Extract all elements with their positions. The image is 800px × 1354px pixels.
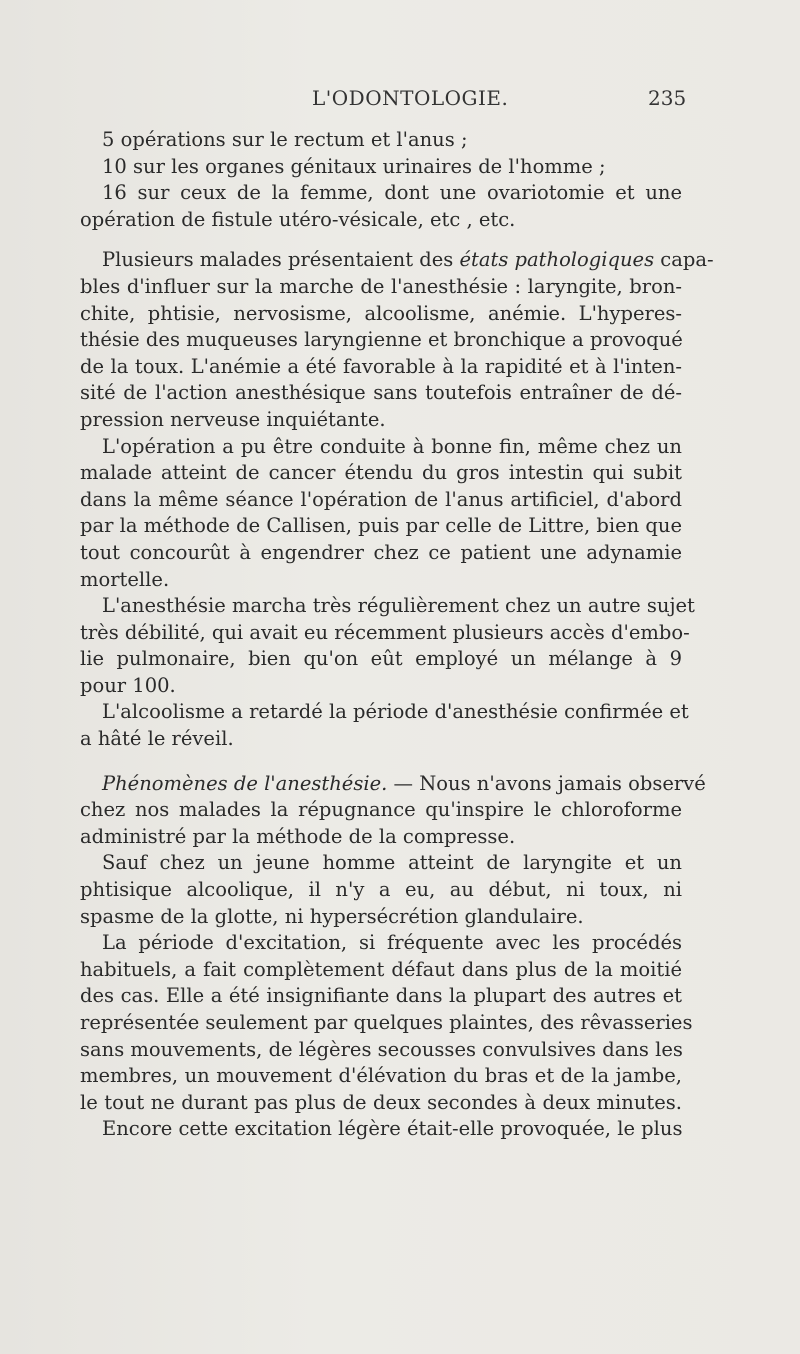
running-head <box>0 86 800 116</box>
text-line: Sauf chez un jeune homme atteint de laryngite et un <box>102 851 682 875</box>
text-line: sans mouvements, de légères secousses convulsives dans les <box>80 1037 683 1061</box>
text-line: 5 opérations sur le rectum et l'anus ; <box>102 128 468 151</box>
text-line: opération de fistule utéro-vésicale, etc , etc. <box>80 207 516 231</box>
page-number: 235 <box>648 86 687 110</box>
text-line <box>80 771 706 798</box>
text-line: chite, phtisie, nervosisme, alcoolisme, anémie. L'hyperes- <box>80 301 682 325</box>
text-line: pour 100. <box>80 673 176 697</box>
text-line: 16 sur ceux de la femme, dont une ovariotomie et une <box>102 181 682 205</box>
text-line: habituels, a fait complètement défaut dans plus de la moitié <box>80 957 682 981</box>
text-line: L'alcoolisme a retardé la période d'anesthésie confirmée et <box>102 700 689 724</box>
text-line: La période d'excitation, si fréquente avec les procédés <box>102 931 682 955</box>
text-line: des cas. Elle a été insignifiante dans la plupart des autres et <box>80 984 682 1008</box>
text-line: mortelle. <box>80 567 170 591</box>
text-line <box>80 247 714 274</box>
text-line: par la méthode de Callisen, puis par celle de Littre, bien que <box>80 514 682 538</box>
text-line: tout concourût à engendrer chez ce patient une adynamie <box>80 540 682 564</box>
text-line: sité de l'action anesthésique sans toutefois entraîner de dé- <box>80 381 682 405</box>
text-line: dans la même séance l'opération de l'anus artificiel, d'abord <box>80 487 682 511</box>
text-fragment: — Nous n'avons jamais observé <box>393 771 706 795</box>
text-line: thésie des muqueuses laryngienne et bronchique a provoqué <box>80 328 683 352</box>
text-line: pression nerveuse inquiétante. <box>80 407 386 431</box>
text-line: chez nos malades la répugnance qu'inspire le chloroforme <box>80 798 682 822</box>
text-fragment: capa- <box>660 248 714 272</box>
text-line: lie pulmonaire, bien qu'on eût employé un mélange à 9 <box>80 647 682 671</box>
text-line: malade atteint de cancer étendu du gros intestin qui subit <box>80 461 682 485</box>
running-title: L'ODONTOLOGIE. <box>312 86 509 110</box>
text-line: L'opération a pu être conduite à bonne fin, même chez un <box>102 434 682 458</box>
text-line: Encore cette excitation légère était-elle provoquée, le plus <box>102 1117 683 1141</box>
section-heading: Phénomènes de l'anesthésie. <box>102 771 388 795</box>
italic-phrase: états pathologiques <box>459 248 655 272</box>
text-line: phtisique alcoolique, il n'y a eu, au début, ni toux, ni <box>80 878 682 902</box>
text-line: de la toux. L'anémie a été favorable à la rapidité et à l'inten- <box>80 354 682 378</box>
text-line: le tout ne durant pas plus de deux secondes à deux minutes. <box>80 1090 682 1114</box>
text-line: représentée seulement par quelques plaintes, des rêvasseries <box>80 1011 693 1034</box>
text-line: très débilité, qui avait eu récemment plusieurs accès d'embo- <box>80 620 690 644</box>
text-line: administré par la méthode de la compresse. <box>80 824 516 848</box>
text-fragment: Plusieurs malades présentaient des <box>102 248 454 272</box>
text-line: spasme de la glotte, ni hypersécrétion glandulaire. <box>80 904 584 928</box>
text-line: bles d'influer sur la marche de l'anesthésie : laryngite, bron- <box>80 274 682 298</box>
text-line: L'anesthésie marcha très régulièrement chez un autre sujet <box>102 594 695 618</box>
text-line: 10 sur les organes génitaux urinaires de l'homme ; <box>102 154 606 178</box>
body-text <box>80 127 714 1143</box>
text-line: membres, un mouvement d'élévation du bras et de la jambe, <box>80 1064 682 1088</box>
text-line: a hâté le réveil. <box>80 727 234 751</box>
